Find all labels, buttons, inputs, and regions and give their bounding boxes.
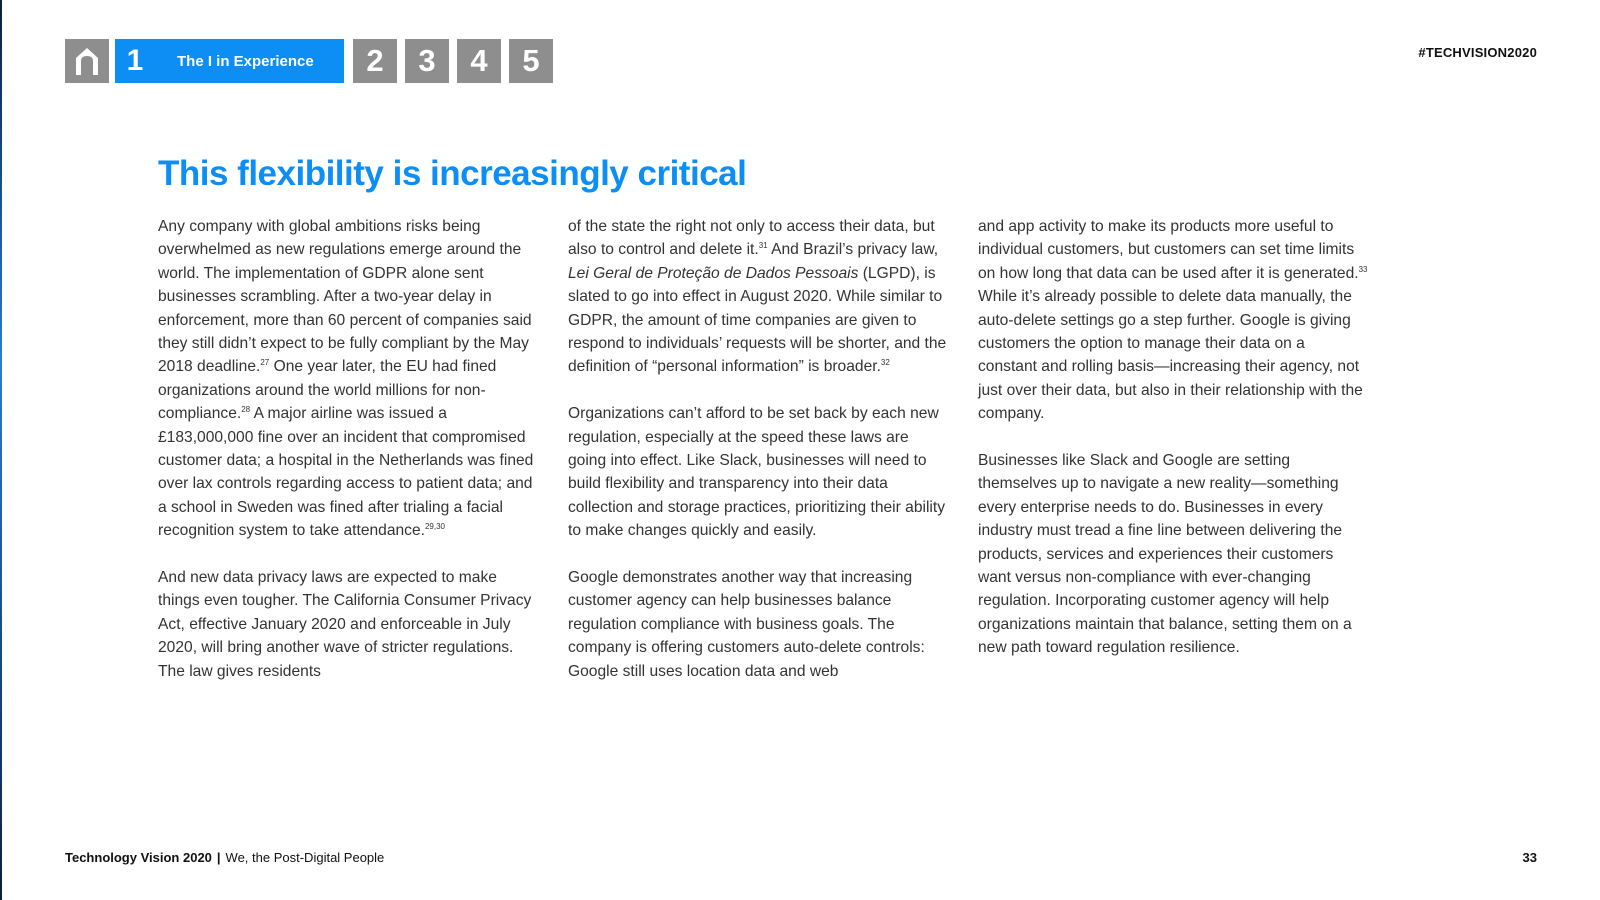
footer-subtitle: We, the Post-Digital People [225, 850, 385, 865]
page-number: 33 [1522, 850, 1537, 865]
law-name: Lei Geral de Proteção de Dados Pessoais [568, 264, 859, 282]
paragraph-text: (LGPD), is slated to go into effect in August 2020. While similar to GDPR, the amount of time companies are given to respond to individuals’ requests will be shorter, and the definition of “personal information” is broader. [568, 264, 947, 376]
footnote-ref: 33 [1358, 264, 1368, 274]
paragraph: Google demonstrates another way that increasing customer agency can help businesses balance regulation compliance with business goals. The company is offering customers auto-delete controls: Google still uses location data and web [568, 569, 925, 680]
chapter-1-number: 1 [126, 44, 144, 77]
paragraph: Organizations can’t afford to be set back by each new regulation, especially at the speed these laws are going into effect. Like Slack, businesses will need to build flexibility and transparency into their data collection and storage practices, prioritizing their ability to make changes quickly and easily. [568, 405, 946, 540]
home-icon [72, 45, 102, 77]
paragraph-text: A major airline was issued a £183,000,000 fine over an incident that compromised customer data; a hospital in the Netherlands was fined over lax controls regarding access to patient data; and a school in Sweden was fined after trialing a facial recognition system to take attendance. [158, 405, 534, 540]
home-button[interactable] [65, 39, 109, 83]
footnote-ref: 27 [260, 358, 270, 368]
body-columns [158, 215, 1368, 707]
chapter-nav [65, 39, 553, 83]
paragraph: And new data privacy laws are expected to make things even tougher. The California Consumer Privacy Act, effective January 2020 and enforceable in July 2020, will bring another wave of stricter regulations. The law gives residents [158, 569, 532, 680]
paragraph [978, 215, 1368, 426]
column-3 [978, 215, 1368, 707]
footer-title: Technology Vision 2020 [65, 850, 212, 865]
chapter-5-tab[interactable]: 5 [509, 39, 553, 83]
chapter-2-tab[interactable]: 2 [353, 39, 397, 83]
hashtag: #TECHVISION2020 [1418, 45, 1537, 60]
paragraph [158, 215, 538, 543]
footnote-ref: 31 [758, 241, 768, 251]
paragraph-text: of the state the right not only to access their data, but also to control and delete it. [568, 218, 935, 259]
paragraph-text: One year later, the EU had fined organizations around the world millions for non-compliance. [158, 358, 497, 423]
footnote-ref: 28 [241, 405, 251, 415]
paragraph-text: And Brazil’s privacy law, [767, 241, 939, 259]
footer [65, 850, 384, 865]
column-1 [158, 215, 538, 707]
footnote-ref: 32 [880, 358, 890, 368]
left-edge-border [0, 0, 2, 900]
paragraph-text: and app activity to make its products more useful to individual customers, but customers can set time limits on how long that data can be used after it is generated. [978, 218, 1359, 282]
chapter-4-tab[interactable]: 4 [457, 39, 501, 83]
column-2 [568, 215, 948, 707]
footer-separator: | [216, 850, 221, 865]
page-title: This flexibility is increasingly critical [158, 154, 747, 193]
chapter-1-tab-active[interactable] [115, 39, 344, 83]
chapter-1-label: The I in Experience [177, 52, 314, 70]
paragraph: Businesses like Slack and Google are setting themselves up to navigate a new reality—something every enterprise needs to do. Businesses in every industry must tread a fine line between delivering the products, services and experiences their customers want versus non-compliance with ever-changing regulation. Incorporating customer agency will help organizations maintain that balance, setting them on a new path toward regulation resilience. [978, 452, 1352, 657]
footnote-ref: 29,30 [424, 522, 446, 532]
paragraph-text: While it’s already possible to delete data manually, the auto-delete settings go a step further. Google is giving customers the option to manage their data on a constant and rolling basis—increasing their agency, not just over their data, but also in their relationship with the company. [978, 288, 1363, 423]
chapter-3-tab[interactable]: 3 [405, 39, 449, 83]
paragraph [568, 215, 948, 379]
paragraph-text: Any company with global ambitions risks being overwhelmed as new regulations emerge around the world. The implementation of GDPR alone sent businesses scrambling. After a two-year delay in enforcement, more than 60 percent of companies said they still didn’t expect to be fully compliant by the May 2018 deadline. [158, 218, 532, 376]
